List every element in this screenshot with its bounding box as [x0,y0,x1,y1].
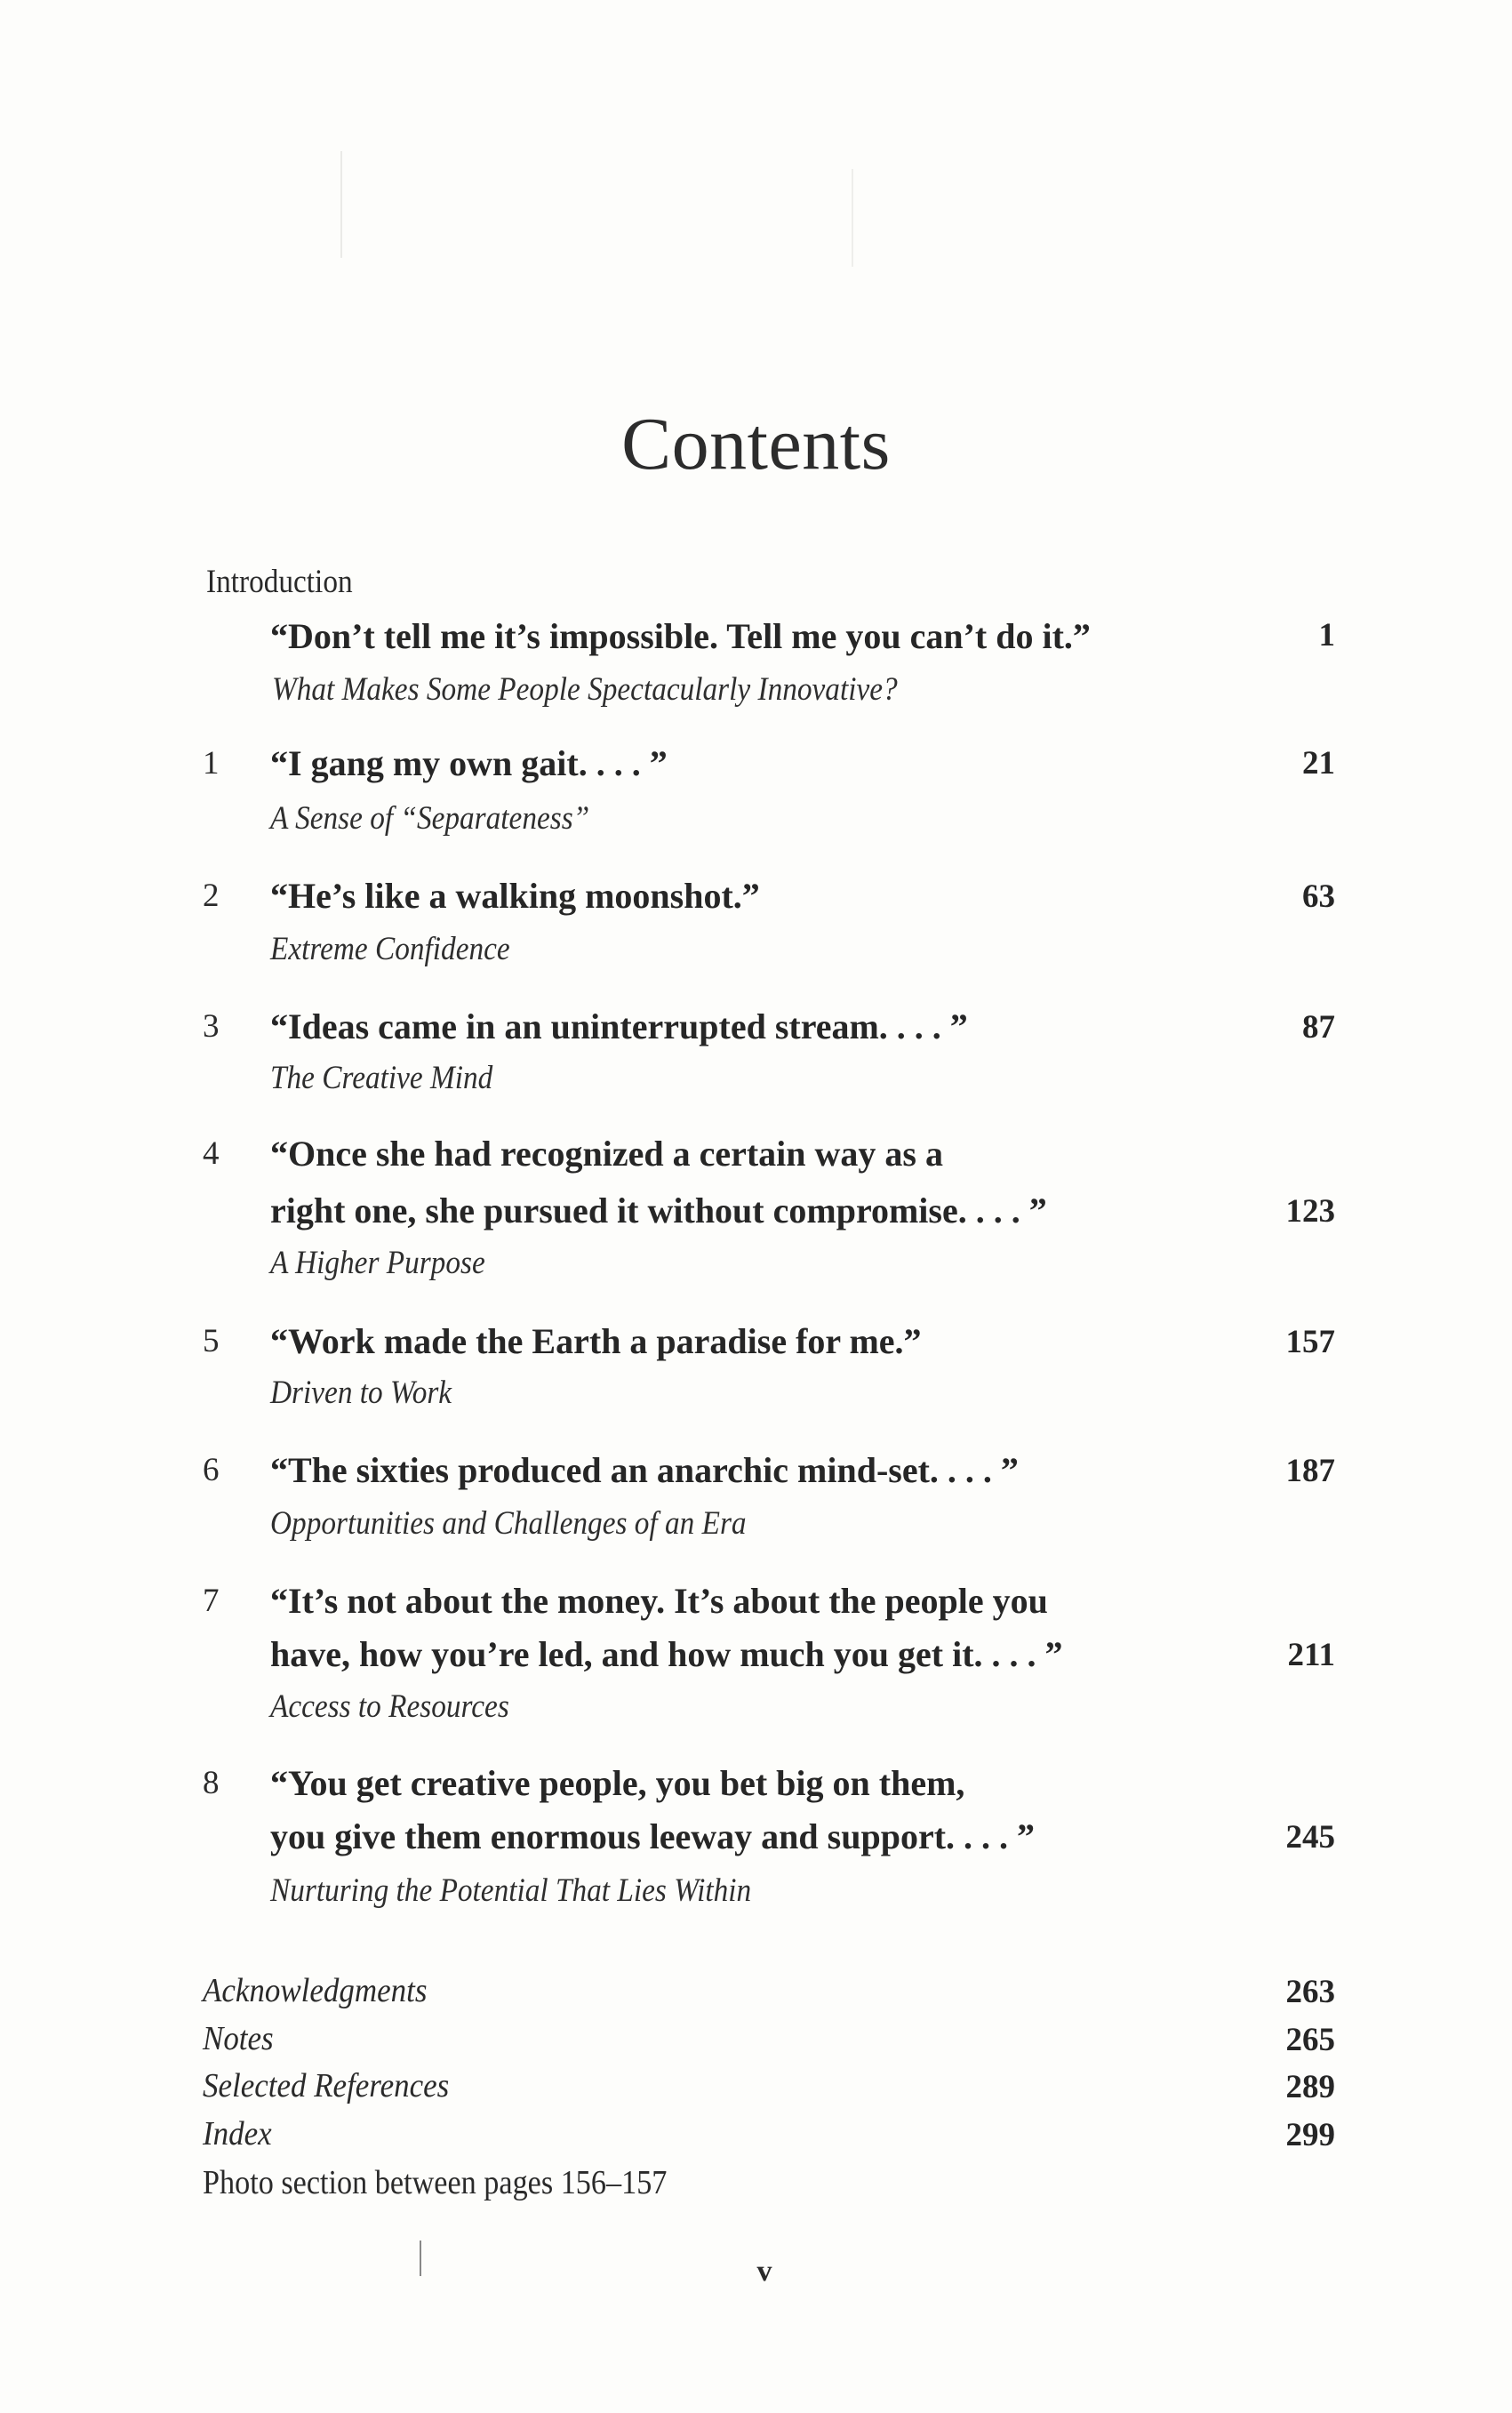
chapter-subtitle: Access to Resources [270,1688,509,1725]
chapter-number: 8 [203,1765,220,1801]
chapter-subtitle: A Sense of “Separateness” [270,800,590,837]
chapter-page-number: 157 [1285,1324,1335,1360]
chapter-number: 2 [203,878,220,914]
back-matter-selected-references: Selected References [203,2067,450,2104]
chapter-page-number: 211 [1287,1637,1335,1673]
chapter-page-number: 187 [1285,1453,1335,1489]
back-matter-page-number: 289 [1285,2069,1335,2105]
scan-mark [852,169,853,267]
intro-label: Introduction [206,564,353,600]
intro-page-number: 1 [1318,617,1335,653]
scan-mark [340,151,342,258]
chapter-title-line-1: “Once she had recognized a certain way as a [270,1134,943,1174]
chapter-subtitle: The Creative Mind [270,1060,493,1096]
chapter-title: “I gang my own gait. . . . ” [270,743,668,783]
chapter-page-number: 123 [1285,1193,1335,1230]
chapter-number: 7 [203,1583,220,1619]
chapter-title: “The sixties produced an anarchic mind-set. . . . ” [270,1450,1019,1490]
back-matter-notes: Notes [203,2020,274,2057]
chapter-title-line-2: you give them enormous leeway and support. . . . ” [270,1816,1036,1856]
back-matter-acknowledgments: Acknowledgments [203,1972,428,2009]
photo-section-note: Photo section between pages 156–157 [203,2164,668,2201]
chapter-title-line-2: right one, she pursued it without compromise. . . . ” [270,1190,1047,1231]
chapter-page-number: 63 [1302,878,1335,915]
chapter-title: “Ideas came in an uninterrupted stream. . . . ” [270,1006,968,1046]
chapter-title-line-2: have, how you’re led, and how much you get it. . . . ” [270,1634,1063,1674]
chapter-page-number: 21 [1302,745,1335,782]
chapter-number: 4 [203,1135,220,1172]
chapter-title-line-1: “You get creative people, you bet big on them, [270,1763,965,1803]
chapter-page-number: 245 [1285,1819,1335,1856]
chapter-number: 5 [203,1323,220,1359]
chapter-number: 3 [203,1008,220,1045]
chapter-subtitle: Opportunities and Challenges of an Era [270,1505,747,1542]
chapter-subtitle: Extreme Confidence [270,931,510,967]
back-matter-page-number: 263 [1285,1974,1335,2010]
chapter-number: 1 [203,745,220,782]
chapter-subtitle: Driven to Work [270,1375,452,1411]
chapter-number: 6 [203,1452,220,1488]
chapter-title: “He’s like a walking moonshot.” [270,876,760,916]
page-title: Contents [621,403,891,485]
chapter-title-line-1: “It’s not about the money. It’s about the people you [270,1581,1048,1621]
back-matter-page-number: 299 [1285,2117,1335,2153]
back-matter-index: Index [203,2115,272,2152]
intro-quote: “Don’t tell me it’s impossible. Tell me you can’t do it.” [270,616,1091,656]
chapter-subtitle: A Higher Purpose [270,1245,485,1281]
intro-subtitle: What Makes Some People Spectacularly Innovative? [272,671,898,708]
chapter-page-number: 87 [1302,1009,1335,1046]
back-matter-page-number: 265 [1285,2022,1335,2058]
page-folio: v [756,2255,772,2288]
chapter-subtitle: Nurturing the Potential That Lies Within [270,1872,752,1909]
chapter-title: “Work made the Earth a paradise for me.” [270,1321,922,1361]
